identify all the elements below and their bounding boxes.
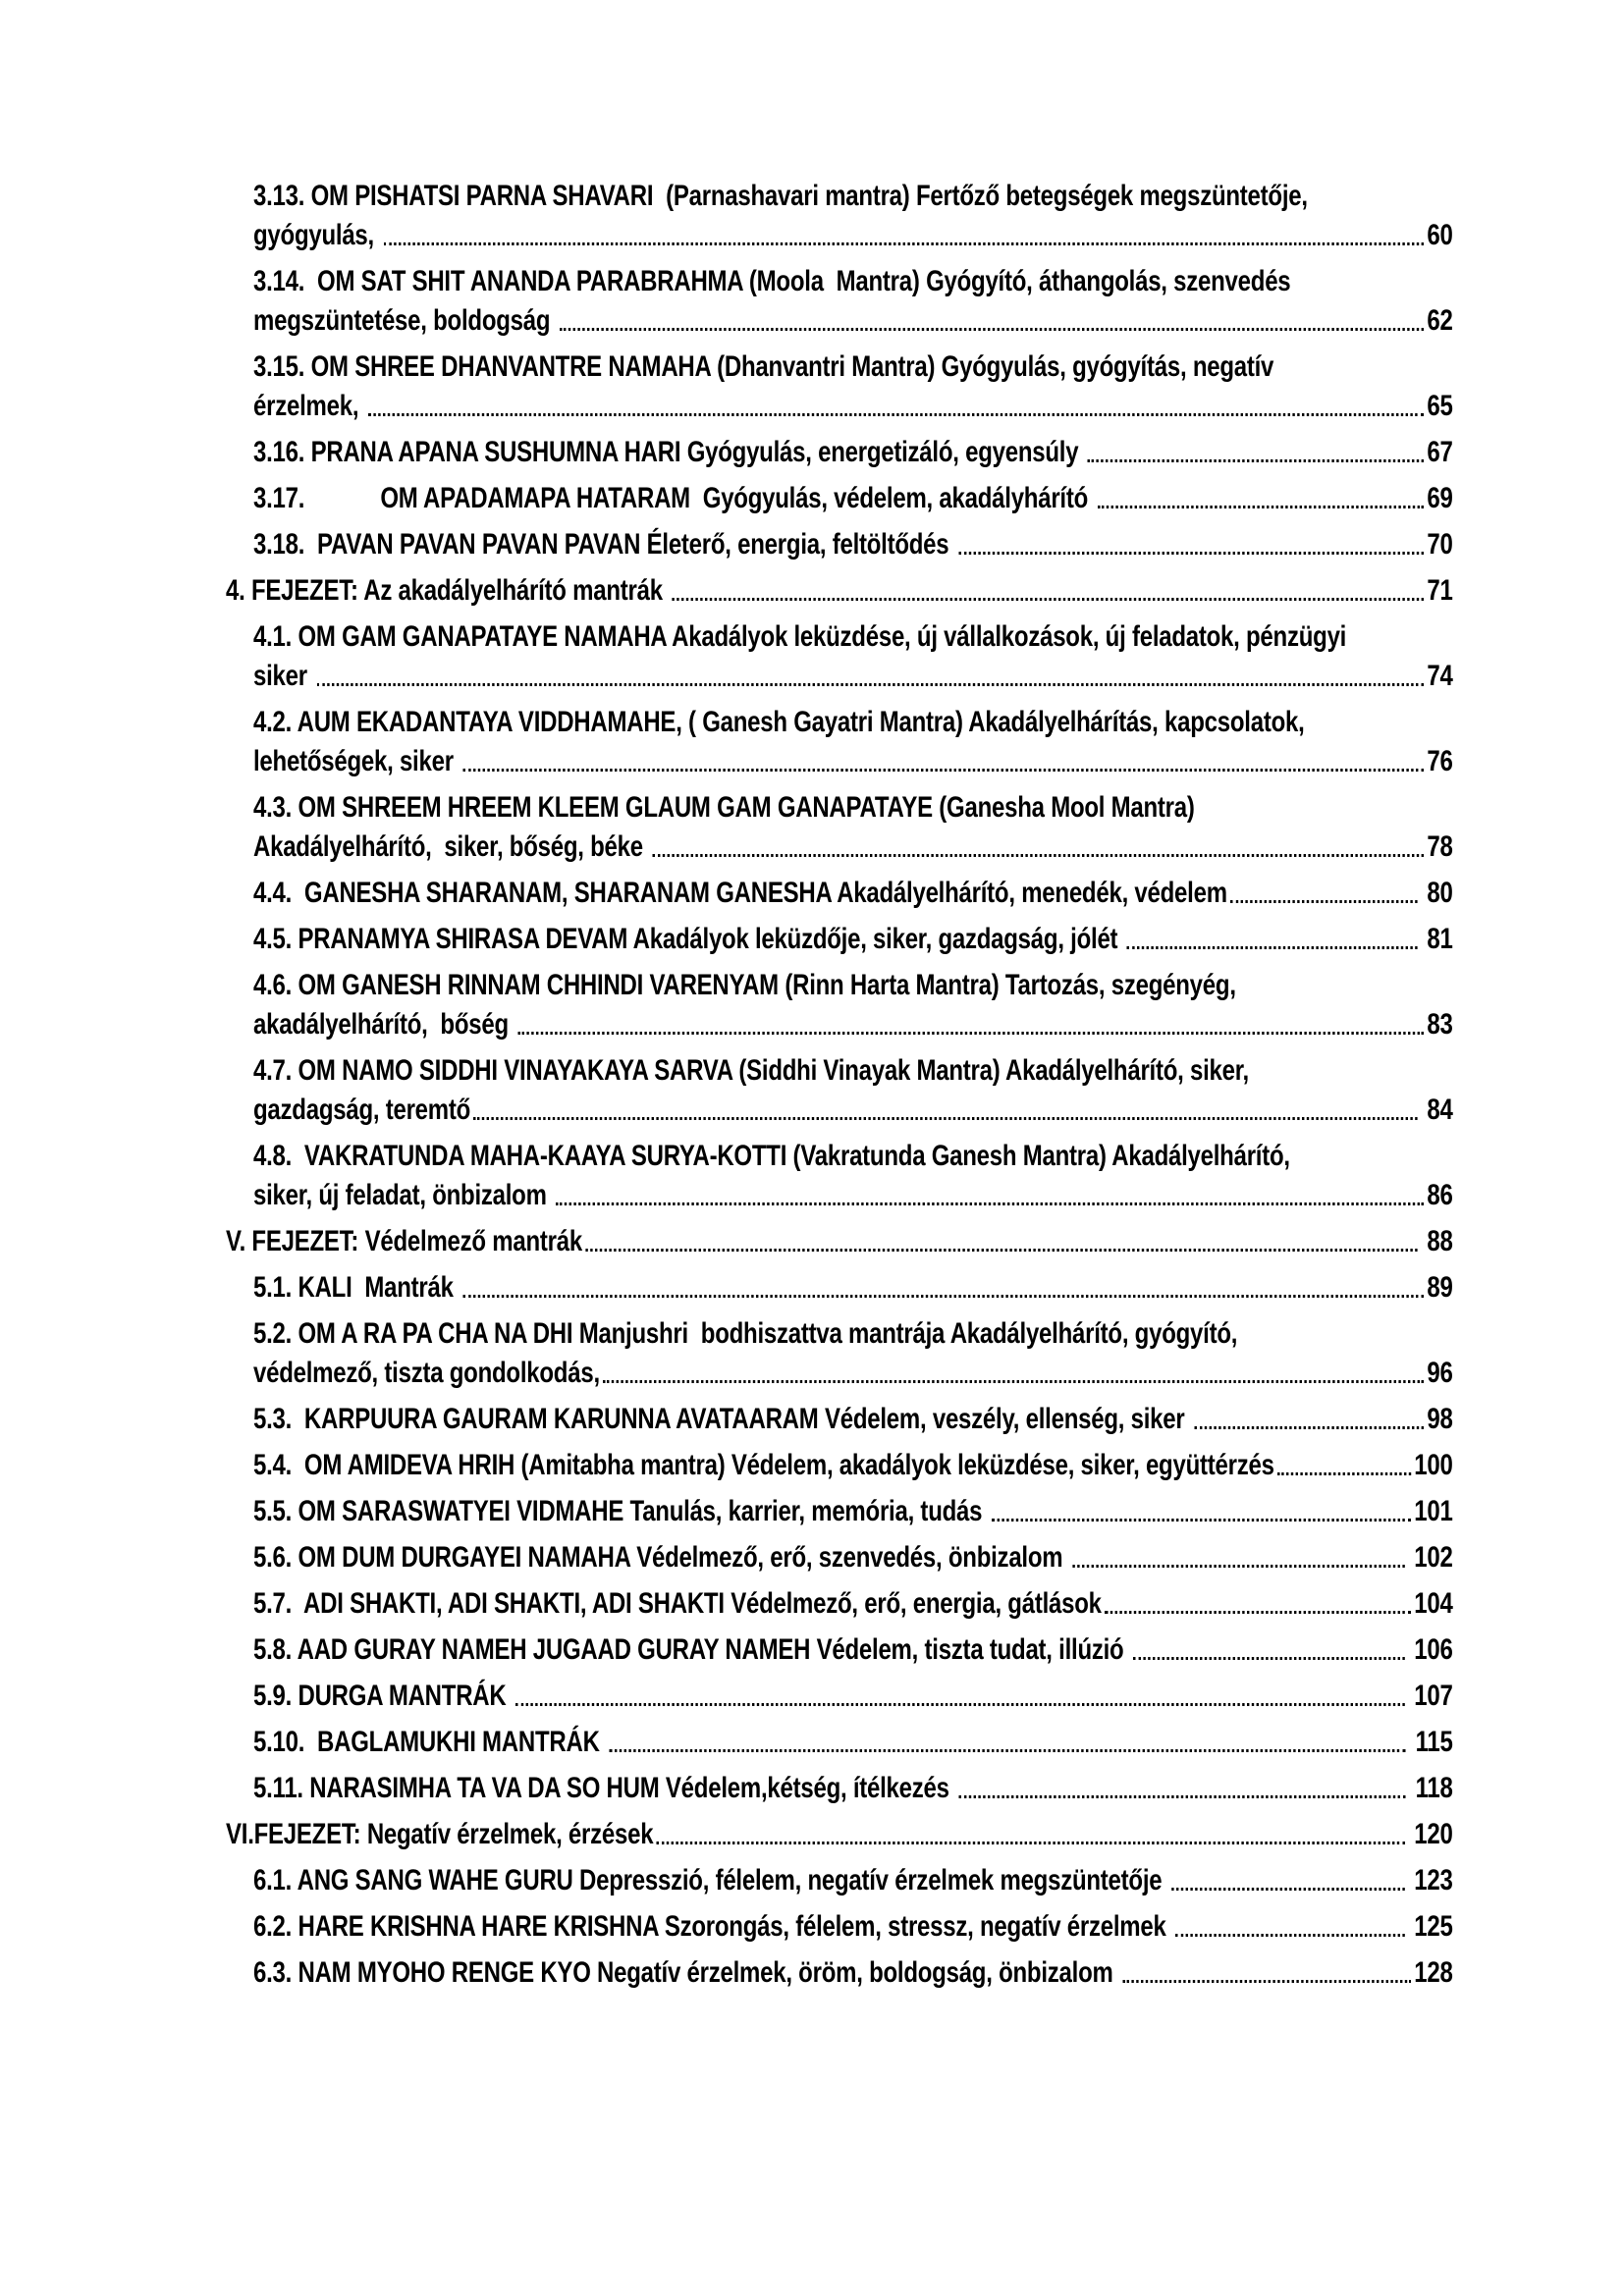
toc-entry-text: siker [253, 660, 314, 692]
toc-entry-text: 4.4. GANESHA SHARANAM, SHARANAM GANESHA Akadályelhárító, menedék, védelem [253, 877, 1227, 909]
toc-page-number: 83 [1427, 1008, 1453, 1041]
toc-page-number: 78 [1427, 830, 1453, 863]
toc-entry-text: védelmező, tiszta gondolkodás, [253, 1357, 600, 1389]
toc-dot-leader [473, 1117, 1417, 1120]
toc-entry-text: érzelmek, [253, 390, 365, 422]
toc-entry [226, 1268, 1453, 1308]
toc-entry-row [253, 874, 1453, 913]
toc-entry-line: 4.2. AUM EKADANTAYA VIDDHAMAHE, ( Ganesh Gayatri Mantra) Akadályelhárítás, kapcsolatok, [253, 706, 1305, 738]
toc-entry-row [253, 1354, 1453, 1393]
toc-entry-text: Akadályelhárító, siker, bőség, béke [253, 830, 650, 863]
toc-entry-row [226, 1815, 1453, 1854]
toc-entry-text: 5.11. NARASIMHA TA VA DA SO HUM Védelem,kétség, ítélkezés [253, 1772, 956, 1804]
toc-entry [226, 1314, 1453, 1393]
toc-entry [226, 1584, 1453, 1624]
toc-entry [226, 1538, 1453, 1577]
toc-page-number: 107 [1407, 1680, 1453, 1712]
toc-entry-row [253, 1953, 1453, 1993]
toc-chapter-entry [226, 1222, 1453, 1261]
toc-entry-text: 5.10. BAGLAMUKHI MANTRÁK [253, 1726, 607, 1758]
toc-entry-text: 5.9. DURGA MANTRÁK [253, 1680, 513, 1712]
toc-entry [226, 1137, 1453, 1215]
toc-entry-row [253, 1907, 1453, 1947]
toc-page-number: 69 [1427, 482, 1453, 514]
toc-dot-leader [603, 1380, 1424, 1383]
toc-page-number: 120 [1407, 1818, 1453, 1850]
toc-dot-leader [1127, 946, 1418, 949]
toc-entry [226, 479, 1453, 518]
toc-dot-leader [1133, 1657, 1405, 1660]
toc-entry-line: 4.6. OM GANESH RINNAM CHHINDI VARENYAM (Rinn Harta Mantra) Tartozás, szegényég, [253, 969, 1236, 1001]
toc-entry [226, 1723, 1453, 1762]
toc-entry [226, 966, 1453, 1044]
toc-entry-text: V. FEJEZET: Védelmező mantrák [226, 1225, 582, 1257]
toc-page-number: 125 [1407, 1910, 1453, 1943]
toc-entry [226, 788, 1453, 867]
toc-entry-row [253, 387, 1453, 426]
toc-entry-row [253, 920, 1453, 959]
toc-page-number: 106 [1407, 1633, 1453, 1666]
toc-dot-leader [958, 552, 1424, 555]
toc-entry-text: 5.3. KARPUURA GAURAM KARUNNA AVATAARAM Védelem, veszély, ellenség, siker [253, 1403, 1191, 1435]
toc-page-number: 89 [1427, 1271, 1453, 1304]
toc-dot-leader [1175, 1934, 1404, 1937]
toc-dot-leader [1171, 1888, 1405, 1891]
toc-dot-leader [657, 1842, 1405, 1844]
toc-entry-text: 6.2. HARE KRISHNA HARE KRISHNA Szorongás, félelem, stressz, negatív érzelmek [253, 1910, 1173, 1943]
toc-entry-text: VI.FEJEZET: Negatív érzelmek, érzések [226, 1818, 654, 1850]
toc-entry [226, 874, 1453, 913]
toc-entry-row [253, 479, 1453, 518]
toc-entry-row [253, 1492, 1453, 1531]
toc-dot-leader [1098, 506, 1425, 508]
toc-entry [226, 1446, 1453, 1485]
toc-entry-text: 4. FEJEZET: Az akadályelhárító mantrák [226, 574, 670, 607]
toc-page-number: 118 [1409, 1772, 1453, 1804]
toc-entry-row [253, 1446, 1453, 1485]
toc-entry-line: 4.1. OM GAM GANAPATAYE NAMAHA Akadályok leküzdése, új vállalkozások, új feladatok, pénzügyi [253, 620, 1347, 653]
toc-dot-leader [462, 769, 1424, 772]
toc-entry-text: gazdagság, teremtő [253, 1094, 471, 1126]
toc-dot-leader [672, 598, 1424, 601]
toc-entry [226, 525, 1453, 564]
toc-entry-row [253, 1861, 1453, 1900]
toc-page-number: 80 [1420, 877, 1453, 909]
toc-page-number: 88 [1420, 1225, 1453, 1257]
toc-dot-leader [1277, 1472, 1411, 1475]
toc-entry [226, 1492, 1453, 1531]
toc-entry-line: 5.2. OM A RA PA CHA NA DHI Manjushri bodhiszattva mantrája Akadályelhárító, gyógyító, [253, 1317, 1238, 1350]
toc-entry [226, 1907, 1453, 1947]
toc-dot-leader [462, 1295, 1424, 1298]
toc-entry-text: lehetőségek, siker [253, 745, 460, 777]
toc-page-number: 101 [1414, 1495, 1453, 1527]
toc-entry-line: 4.3. OM SHREEM HREEM KLEEM GLAUM GAM GANAPATAYE (Ganesha Mool Mantra) [253, 791, 1195, 824]
toc-entry [226, 433, 1453, 472]
toc-entry-text: 5.5. OM SARASWATYEI VIDMAHE Tanulás, karrier, memória, tudás [253, 1495, 989, 1527]
toc-entry [226, 617, 1453, 696]
toc-page-number: 98 [1427, 1403, 1453, 1435]
toc-dot-leader [316, 683, 1424, 686]
toc-entry-text: 5.7. ADI SHAKTI, ADI SHAKTI, ADI SHAKTI Védelmező, erő, energia, gátlások [253, 1587, 1102, 1620]
toc-page-number: 71 [1427, 574, 1453, 607]
toc-entry-line: 3.15. OM SHREE DHANVANTRE NAMAHA (Dhanvantri Mantra) Gyógyulás, gyógyítás, negatív [253, 350, 1274, 383]
toc-entry-row [253, 828, 1453, 867]
toc-entry-row [253, 657, 1453, 696]
toc-chapter-entry [226, 1815, 1453, 1854]
toc-entry [226, 1400, 1453, 1439]
toc-entry-row [226, 1222, 1453, 1261]
toc-entry-line: 4.8. VAKRATUNDA MAHA-KAAYA SURYA-KOTTI (Vakratunda Ganesh Mantra) Akadályelhárító, [253, 1140, 1290, 1172]
toc-entry [226, 347, 1453, 426]
toc-entry [226, 1051, 1453, 1130]
toc-entry-text: 6.3. NAM MYOHO RENGE KYO Negatív érzelmek, öröm, boldogság, önbizalom [253, 1956, 1120, 1989]
toc-entry-text: 3.18. PAVAN PAVAN PAVAN PAVAN Életerő, energia, feltöltődés [253, 528, 955, 561]
toc-entry-row [253, 1769, 1453, 1808]
toc [226, 177, 1453, 2000]
toc-entry-row [253, 216, 1453, 255]
toc-entry-line: 3.14. OM SAT SHIT ANANDA PARABRAHMA (Moola Mantra) Gyógyító, áthangolás, szenvedés [253, 265, 1291, 297]
toc-page-number: 60 [1427, 219, 1453, 251]
toc-page-number: 81 [1420, 923, 1453, 955]
toc-page-number: 128 [1414, 1956, 1453, 1989]
toc-entry [226, 703, 1453, 781]
toc-page-number: 123 [1407, 1864, 1453, 1896]
toc-dot-leader [1230, 900, 1418, 903]
toc-page-number: 104 [1414, 1587, 1453, 1620]
toc-dot-leader [560, 328, 1424, 331]
toc-entry-row [253, 1176, 1453, 1215]
toc-dot-leader [515, 1703, 1405, 1706]
toc-dot-leader [992, 1519, 1411, 1522]
toc-entry-row [253, 1630, 1453, 1670]
toc-page-number: 67 [1427, 436, 1453, 468]
toc-entry-row [253, 1268, 1453, 1308]
toc-entry [226, 920, 1453, 959]
toc-dot-leader [384, 242, 1425, 245]
toc-dot-leader [1072, 1565, 1405, 1568]
toc-entry [226, 177, 1453, 255]
toc-entry-row [253, 1538, 1453, 1577]
toc-page-number: 62 [1427, 304, 1453, 337]
toc-entry [226, 262, 1453, 341]
toc-entry-text: gyógyulás, [253, 219, 381, 251]
toc-dot-leader [958, 1795, 1406, 1798]
toc-entry-text: 3.16. PRANA APANA SUSHUMNA HARI Gyógyulás, energetizáló, egyensúly [253, 436, 1085, 468]
toc-entry-text: 5.6. OM DUM DURGAYEI NAMAHA Védelmező, erő, szenvedés, önbizalom [253, 1541, 1069, 1574]
toc-entry-text: 5.4. OM AMIDEVA HRIH (Amitabha mantra) Védelem, akadályok leküzdése, siker, együttérzés [253, 1449, 1274, 1481]
toc-dot-leader [368, 413, 1424, 416]
toc-entry [226, 1953, 1453, 1993]
toc-entry-text: 3.17. OM APADAMAPA HATARAM Gyógyulás, védelem, akadályhárító [253, 482, 1095, 514]
toc-page-number: 86 [1427, 1179, 1453, 1211]
toc-page-number: 96 [1427, 1357, 1453, 1389]
toc-dot-leader [653, 854, 1425, 857]
toc-entry [226, 1630, 1453, 1670]
toc-chapter-entry [226, 571, 1453, 611]
toc-dot-leader [1105, 1611, 1411, 1614]
toc-entry-row [253, 433, 1453, 472]
toc-entry-line: 4.7. OM NAMO SIDDHI VINAYAKAYA SARVA (Siddhi Vinayak Mantra) Akadályelhárító, siker, [253, 1054, 1249, 1087]
toc-entry-text: akadályelhárító, bőség [253, 1008, 515, 1041]
toc-entry-text: 4.5. PRANAMYA SHIRASA DEVAM Akadályok leküzdője, siker, gazdagság, jólét [253, 923, 1124, 955]
toc-entry-text: 5.1. KALI Mantrák [253, 1271, 460, 1304]
toc-page-number: 84 [1420, 1094, 1453, 1126]
toc-entry-text: siker, új feladat, önbizalom [253, 1179, 554, 1211]
toc-dot-leader [556, 1202, 1424, 1205]
toc-page-number: 115 [1409, 1726, 1453, 1758]
toc-dot-leader [1088, 459, 1424, 462]
toc-dot-leader [1122, 1980, 1411, 1983]
toc-dot-leader [585, 1249, 1418, 1252]
toc-dot-leader [609, 1749, 1406, 1752]
toc-entry [226, 1861, 1453, 1900]
toc-page-number: 100 [1414, 1449, 1453, 1481]
toc-entry-row [253, 1677, 1453, 1716]
toc-entry-row [253, 1091, 1453, 1130]
toc-entry-text: 6.1. ANG SANG WAHE GURU Depresszió, félelem, negatív érzelmek megszüntetője [253, 1864, 1168, 1896]
toc-entry [226, 1769, 1453, 1808]
toc-page-number: 70 [1427, 528, 1453, 561]
toc-entry-row [253, 1400, 1453, 1439]
toc-page-number: 74 [1427, 660, 1453, 692]
toc-entry-text: megszüntetése, boldogság [253, 304, 557, 337]
toc-entry-row [253, 301, 1453, 341]
toc-entry-row [226, 571, 1453, 611]
toc-entry-line: 3.13. OM PISHATSI PARNA SHAVARI (Parnashavari mantra) Fertőző betegségek megszüntetője, [253, 180, 1308, 212]
toc-page-number: 102 [1407, 1541, 1453, 1574]
toc-page-number: 76 [1427, 745, 1453, 777]
toc-entry [226, 1677, 1453, 1716]
toc-entry-row [253, 525, 1453, 564]
toc-dot-leader [518, 1032, 1425, 1035]
toc-dot-leader [1194, 1426, 1424, 1429]
toc-entry-row [253, 1584, 1453, 1624]
toc-entry-row [253, 742, 1453, 781]
toc-entry-row [253, 1005, 1453, 1044]
toc-page-number: 65 [1427, 390, 1453, 422]
toc-entry-text: 5.8. AAD GURAY NAMEH JUGAAD GURAY NAMEH Védelem, tiszta tudat, illúzió [253, 1633, 1130, 1666]
toc-entry-row [253, 1723, 1453, 1762]
